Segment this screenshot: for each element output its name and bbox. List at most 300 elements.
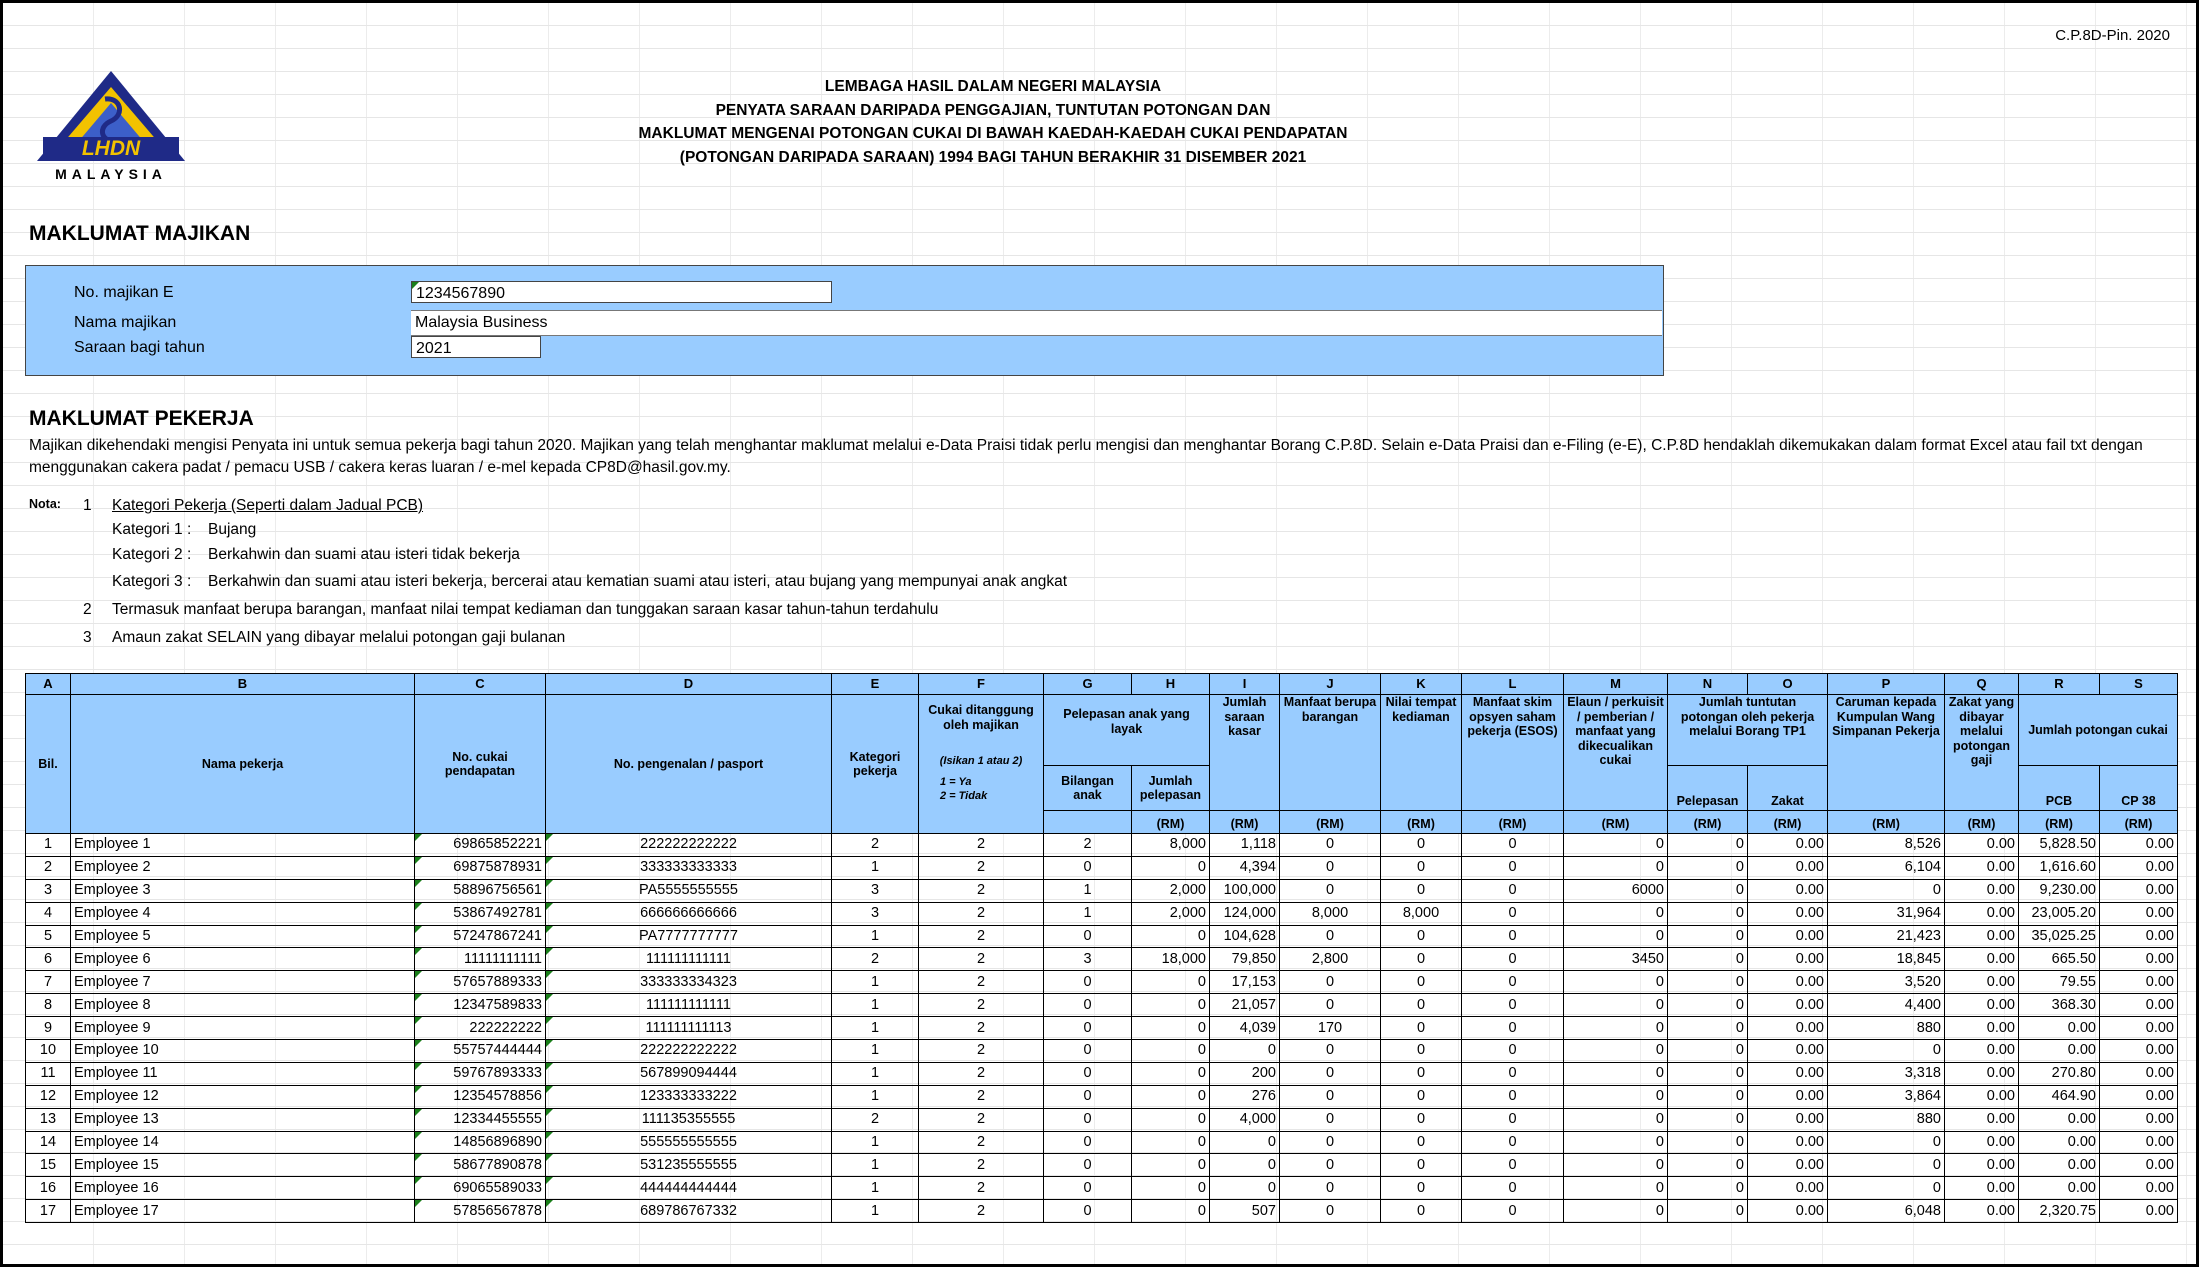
cell-saraan-kasar[interactable]: 21,057	[1210, 994, 1280, 1017]
cell-bilangan-anak[interactable]: 2	[1044, 834, 1132, 857]
cell-zakat-gaji[interactable]: 0.00	[1945, 879, 2019, 902]
cell-pcb[interactable]: 0.00	[2019, 1154, 2100, 1177]
cell-elaun[interactable]: 0	[1564, 1062, 1668, 1085]
cell-pcb[interactable]: 1,616.60	[2019, 856, 2100, 879]
cell-cp38[interactable]: 0.00	[2100, 1017, 2178, 1040]
cell-elaun[interactable]: 0	[1564, 1200, 1668, 1223]
cell-jumlah-pelepasan[interactable]: 0	[1132, 1154, 1210, 1177]
cell-elaun[interactable]: 0	[1564, 834, 1668, 857]
cell-tp1-zakat[interactable]: 0.00	[1748, 1062, 1828, 1085]
cell-nilai-kediaman[interactable]: 0	[1381, 971, 1462, 994]
employer-name-field[interactable]: Malaysia Business	[415, 314, 548, 331]
cell-tp1-zakat[interactable]: 0.00	[1748, 1108, 1828, 1131]
cell-bilangan-anak[interactable]: 0	[1044, 856, 1132, 879]
cell-tp1-pelepasan[interactable]: 0	[1668, 1017, 1748, 1040]
cell-esos[interactable]: 0	[1462, 948, 1564, 971]
cell-no-pengenalan[interactable]: 111135355555	[546, 1108, 832, 1131]
cell-no-pengenalan[interactable]: PA7777777777	[546, 925, 832, 948]
cell-cp38[interactable]: 0.00	[2100, 879, 2178, 902]
cell-cukai-ditanggung[interactable]: 2	[919, 971, 1044, 994]
cell-cukai-ditanggung[interactable]: 2	[919, 1131, 1044, 1154]
cell-nama[interactable]: Employee 17	[71, 1200, 415, 1223]
cell-tp1-pelepasan[interactable]: 0	[1668, 971, 1748, 994]
cell-esos[interactable]: 0	[1462, 879, 1564, 902]
cell-manfaat-barangan[interactable]: 0	[1280, 971, 1381, 994]
cell-no-cukai[interactable]: 57657889333	[415, 971, 546, 994]
cell-tp1-zakat[interactable]: 0.00	[1748, 1040, 1828, 1063]
cell-cukai-ditanggung[interactable]: 2	[919, 994, 1044, 1017]
cell-kategori[interactable]: 1	[832, 994, 919, 1017]
cell-manfaat-barangan[interactable]: 0	[1280, 1177, 1381, 1200]
cell-pcb[interactable]: 23,005.20	[2019, 902, 2100, 925]
cell-cp38[interactable]: 0.00	[2100, 1085, 2178, 1108]
cell-manfaat-barangan[interactable]: 0	[1280, 1108, 1381, 1131]
cell-kwsp[interactable]: 0	[1828, 1177, 1945, 1200]
cell-nama[interactable]: Employee 16	[71, 1177, 415, 1200]
cell-jumlah-pelepasan[interactable]: 0	[1132, 1108, 1210, 1131]
cell-jumlah-pelepasan[interactable]: 18,000	[1132, 948, 1210, 971]
cell-kwsp[interactable]: 0	[1828, 879, 1945, 902]
cell-bilangan-anak[interactable]: 0	[1044, 1085, 1132, 1108]
cell-jumlah-pelepasan[interactable]: 0	[1132, 971, 1210, 994]
cell-kategori[interactable]: 1	[832, 1177, 919, 1200]
cell-nilai-kediaman[interactable]: 0	[1381, 1131, 1462, 1154]
cell-bilangan-anak[interactable]: 0	[1044, 971, 1132, 994]
cell-cp38[interactable]: 0.00	[2100, 1040, 2178, 1063]
cell-cukai-ditanggung[interactable]: 2	[919, 1200, 1044, 1223]
cell-kategori[interactable]: 1	[832, 1131, 919, 1154]
cell-saraan-kasar[interactable]: 4,000	[1210, 1108, 1280, 1131]
cell-jumlah-pelepasan[interactable]: 0	[1132, 1131, 1210, 1154]
cell-bilangan-anak[interactable]: 3	[1044, 948, 1132, 971]
cell-pcb[interactable]: 665.50	[2019, 948, 2100, 971]
cell-jumlah-pelepasan[interactable]: 0	[1132, 1017, 1210, 1040]
cell-kwsp[interactable]: 0	[1828, 1154, 1945, 1177]
cell-zakat-gaji[interactable]: 0.00	[1945, 994, 2019, 1017]
cell-nilai-kediaman[interactable]: 0	[1381, 879, 1462, 902]
cell-no-pengenalan[interactable]: 333333333333	[546, 856, 832, 879]
cell-jumlah-pelepasan[interactable]: 8,000	[1132, 834, 1210, 857]
cell-bilangan-anak[interactable]: 1	[1044, 902, 1132, 925]
cell-no-cukai[interactable]: 69865852221	[415, 834, 546, 857]
cell-no-cukai[interactable]: 58896756561	[415, 879, 546, 902]
cell-tp1-pelepasan[interactable]: 0	[1668, 834, 1748, 857]
cell-kategori[interactable]: 2	[832, 948, 919, 971]
cell-saraan-kasar[interactable]: 17,153	[1210, 971, 1280, 994]
cell-esos[interactable]: 0	[1462, 1017, 1564, 1040]
cell-cukai-ditanggung[interactable]: 2	[919, 902, 1044, 925]
cell-no-pengenalan[interactable]: 123333333222	[546, 1085, 832, 1108]
cell-tp1-zakat[interactable]: 0.00	[1748, 1200, 1828, 1223]
cell-tp1-zakat[interactable]: 0.00	[1748, 856, 1828, 879]
cell-no-pengenalan[interactable]: 666666666666	[546, 902, 832, 925]
cell-tp1-pelepasan[interactable]: 0	[1668, 1108, 1748, 1131]
cell-kategori[interactable]: 1	[832, 1085, 919, 1108]
cell-esos[interactable]: 0	[1462, 902, 1564, 925]
cell-elaun[interactable]: 0	[1564, 902, 1668, 925]
cell-manfaat-barangan[interactable]: 170	[1280, 1017, 1381, 1040]
cell-cukai-ditanggung[interactable]: 2	[919, 925, 1044, 948]
cell-saraan-kasar[interactable]: 200	[1210, 1062, 1280, 1085]
cell-cp38[interactable]: 0.00	[2100, 1062, 2178, 1085]
cell-esos[interactable]: 0	[1462, 1177, 1564, 1200]
cell-saraan-kasar[interactable]: 0	[1210, 1177, 1280, 1200]
cell-bilangan-anak[interactable]: 0	[1044, 1131, 1132, 1154]
cell-kwsp[interactable]: 6,048	[1828, 1200, 1945, 1223]
cell-no-pengenalan[interactable]: 111111111113	[546, 1017, 832, 1040]
cell-kategori[interactable]: 2	[832, 1108, 919, 1131]
cell-tp1-zakat[interactable]: 0.00	[1748, 1154, 1828, 1177]
cell-manfaat-barangan[interactable]: 0	[1280, 925, 1381, 948]
cell-tp1-pelepasan[interactable]: 0	[1668, 994, 1748, 1017]
cell-saraan-kasar[interactable]: 0	[1210, 1040, 1280, 1063]
cell-nilai-kediaman[interactable]: 0	[1381, 1154, 1462, 1177]
cell-bilangan-anak[interactable]: 0	[1044, 994, 1132, 1017]
cell-elaun[interactable]: 0	[1564, 1108, 1668, 1131]
cell-zakat-gaji[interactable]: 0.00	[1945, 902, 2019, 925]
cell-bilangan-anak[interactable]: 0	[1044, 1177, 1132, 1200]
cell-jumlah-pelepasan[interactable]: 0	[1132, 925, 1210, 948]
cell-cukai-ditanggung[interactable]: 2	[919, 1085, 1044, 1108]
cell-zakat-gaji[interactable]: 0.00	[1945, 834, 2019, 857]
cell-kwsp[interactable]: 21,423	[1828, 925, 1945, 948]
cell-tp1-pelepasan[interactable]: 0	[1668, 1062, 1748, 1085]
cell-no-cukai[interactable]: 53867492781	[415, 902, 546, 925]
cell-tp1-pelepasan[interactable]: 0	[1668, 1200, 1748, 1223]
employer-no-field[interactable]: 1234567890	[411, 281, 832, 303]
cell-cp38[interactable]: 0.00	[2100, 948, 2178, 971]
cell-no-pengenalan[interactable]: 111111111111	[546, 948, 832, 971]
cell-no-pengenalan[interactable]: 111111111111	[546, 994, 832, 1017]
cell-no-cukai[interactable]: 11111111111	[415, 948, 546, 971]
cell-no-cukai[interactable]: 222222222	[415, 1017, 546, 1040]
cell-nilai-kediaman[interactable]: 8,000	[1381, 902, 1462, 925]
cell-no-pengenalan[interactable]: 444444444444	[546, 1177, 832, 1200]
cell-jumlah-pelepasan[interactable]: 0	[1132, 994, 1210, 1017]
cell-cp38[interactable]: 0.00	[2100, 994, 2178, 1017]
cell-esos[interactable]: 0	[1462, 856, 1564, 879]
cell-tp1-pelepasan[interactable]: 0	[1668, 1154, 1748, 1177]
cell-cp38[interactable]: 0.00	[2100, 1200, 2178, 1223]
cell-kwsp[interactable]: 880	[1828, 1108, 1945, 1131]
cell-cukai-ditanggung[interactable]: 2	[919, 1062, 1044, 1085]
cell-kwsp[interactable]: 0	[1828, 1131, 1945, 1154]
cell-zakat-gaji[interactable]: 0.00	[1945, 1062, 2019, 1085]
cell-saraan-kasar[interactable]: 100,000	[1210, 879, 1280, 902]
cell-tp1-pelepasan[interactable]: 0	[1668, 1085, 1748, 1108]
cell-no-cukai[interactable]: 12334455555	[415, 1108, 546, 1131]
cell-saraan-kasar[interactable]: 79,850	[1210, 948, 1280, 971]
cell-pcb[interactable]: 0.00	[2019, 1108, 2100, 1131]
cell-zakat-gaji[interactable]: 0.00	[1945, 1154, 2019, 1177]
cell-tp1-pelepasan[interactable]: 0	[1668, 925, 1748, 948]
cell-kwsp[interactable]: 6,104	[1828, 856, 1945, 879]
cell-cp38[interactable]: 0.00	[2100, 1154, 2178, 1177]
cell-cp38[interactable]: 0.00	[2100, 925, 2178, 948]
cell-kategori[interactable]: 3	[832, 902, 919, 925]
cell-nilai-kediaman[interactable]: 0	[1381, 925, 1462, 948]
cell-kwsp[interactable]: 4,400	[1828, 994, 1945, 1017]
cell-no-cukai[interactable]: 57856567878	[415, 1200, 546, 1223]
cell-no-cukai[interactable]: 69065589033	[415, 1177, 546, 1200]
cell-tp1-zakat[interactable]: 0.00	[1748, 879, 1828, 902]
cell-saraan-kasar[interactable]: 104,628	[1210, 925, 1280, 948]
cell-pcb[interactable]: 9,230.00	[2019, 879, 2100, 902]
cell-nilai-kediaman[interactable]: 0	[1381, 1040, 1462, 1063]
cell-kategori[interactable]: 1	[832, 1017, 919, 1040]
cell-no-pengenalan[interactable]: 333333334323	[546, 971, 832, 994]
cell-esos[interactable]: 0	[1462, 1131, 1564, 1154]
cell-saraan-kasar[interactable]: 0	[1210, 1131, 1280, 1154]
cell-manfaat-barangan[interactable]: 0	[1280, 834, 1381, 857]
cell-elaun[interactable]: 0	[1564, 856, 1668, 879]
cell-manfaat-barangan[interactable]: 0	[1280, 1085, 1381, 1108]
cell-jumlah-pelepasan[interactable]: 0	[1132, 1177, 1210, 1200]
cell-no-pengenalan[interactable]: 222222222222	[546, 834, 832, 857]
cell-bilangan-anak[interactable]: 0	[1044, 1040, 1132, 1063]
cell-kategori[interactable]: 3	[832, 879, 919, 902]
cell-tp1-pelepasan[interactable]: 0	[1668, 856, 1748, 879]
cell-manfaat-barangan[interactable]: 8,000	[1280, 902, 1381, 925]
cell-zakat-gaji[interactable]: 0.00	[1945, 1200, 2019, 1223]
cell-manfaat-barangan[interactable]: 0	[1280, 1040, 1381, 1063]
cell-elaun[interactable]: 0	[1564, 1154, 1668, 1177]
cell-kategori[interactable]: 1	[832, 925, 919, 948]
cell-tp1-zakat[interactable]: 0.00	[1748, 971, 1828, 994]
cell-zakat-gaji[interactable]: 0.00	[1945, 971, 2019, 994]
cell-cukai-ditanggung[interactable]: 2	[919, 1177, 1044, 1200]
cell-kwsp[interactable]: 8,526	[1828, 834, 1945, 857]
cell-esos[interactable]: 0	[1462, 834, 1564, 857]
cell-jumlah-pelepasan[interactable]: 0	[1132, 1085, 1210, 1108]
cell-nilai-kediaman[interactable]: 0	[1381, 834, 1462, 857]
cell-pcb[interactable]: 0.00	[2019, 1131, 2100, 1154]
cell-no-cukai[interactable]: 57247867241	[415, 925, 546, 948]
cell-kategori[interactable]: 1	[832, 1154, 919, 1177]
cell-jumlah-pelepasan[interactable]: 0	[1132, 856, 1210, 879]
cell-pcb[interactable]: 2,320.75	[2019, 1200, 2100, 1223]
cell-nama[interactable]: Employee 5	[71, 925, 415, 948]
cell-kategori[interactable]: 1	[832, 856, 919, 879]
cell-kategori[interactable]: 1	[832, 1062, 919, 1085]
cell-elaun[interactable]: 0	[1564, 1085, 1668, 1108]
cell-no-pengenalan[interactable]: PA5555555555	[546, 879, 832, 902]
cell-elaun[interactable]: 0	[1564, 971, 1668, 994]
cell-elaun[interactable]: 0	[1564, 1177, 1668, 1200]
cell-jumlah-pelepasan[interactable]: 0	[1132, 1200, 1210, 1223]
cell-nama[interactable]: Employee 1	[71, 834, 415, 857]
cell-manfaat-barangan[interactable]: 2,800	[1280, 948, 1381, 971]
cell-kwsp[interactable]: 31,964	[1828, 902, 1945, 925]
cell-tp1-zakat[interactable]: 0.00	[1748, 1131, 1828, 1154]
cell-nama[interactable]: Employee 14	[71, 1131, 415, 1154]
cell-tp1-zakat[interactable]: 0.00	[1748, 994, 1828, 1017]
cell-tp1-zakat[interactable]: 0.00	[1748, 925, 1828, 948]
cell-cukai-ditanggung[interactable]: 2	[919, 1154, 1044, 1177]
cell-saraan-kasar[interactable]: 276	[1210, 1085, 1280, 1108]
cell-kwsp[interactable]: 0	[1828, 1040, 1945, 1063]
cell-no-pengenalan[interactable]: 689786767332	[546, 1200, 832, 1223]
cell-jumlah-pelepasan[interactable]: 0	[1132, 1062, 1210, 1085]
cell-nama[interactable]: Employee 9	[71, 1017, 415, 1040]
cell-manfaat-barangan[interactable]: 0	[1280, 879, 1381, 902]
cell-no-pengenalan[interactable]: 555555555555	[546, 1131, 832, 1154]
cell-saraan-kasar[interactable]: 507	[1210, 1200, 1280, 1223]
cell-manfaat-barangan[interactable]: 0	[1280, 1062, 1381, 1085]
cell-zakat-gaji[interactable]: 0.00	[1945, 1131, 2019, 1154]
cell-nama[interactable]: Employee 15	[71, 1154, 415, 1177]
cell-kwsp[interactable]: 3,520	[1828, 971, 1945, 994]
cell-nama[interactable]: Employee 4	[71, 902, 415, 925]
cell-cukai-ditanggung[interactable]: 2	[919, 879, 1044, 902]
cell-nilai-kediaman[interactable]: 0	[1381, 1017, 1462, 1040]
cell-nilai-kediaman[interactable]: 0	[1381, 1108, 1462, 1131]
cell-tp1-pelepasan[interactable]: 0	[1668, 948, 1748, 971]
cell-nilai-kediaman[interactable]: 0	[1381, 1085, 1462, 1108]
cell-kwsp[interactable]: 18,845	[1828, 948, 1945, 971]
cell-manfaat-barangan[interactable]: 0	[1280, 1200, 1381, 1223]
cell-zakat-gaji[interactable]: 0.00	[1945, 1085, 2019, 1108]
cell-no-cukai[interactable]: 12347589833	[415, 994, 546, 1017]
cell-tp1-zakat[interactable]: 0.00	[1748, 1177, 1828, 1200]
cell-no-cukai[interactable]: 59767893333	[415, 1062, 546, 1085]
cell-cukai-ditanggung[interactable]: 2	[919, 1040, 1044, 1063]
cell-saraan-kasar[interactable]: 0	[1210, 1154, 1280, 1177]
cell-nama[interactable]: Employee 7	[71, 971, 415, 994]
cell-nilai-kediaman[interactable]: 0	[1381, 948, 1462, 971]
cell-cp38[interactable]: 0.00	[2100, 1131, 2178, 1154]
cell-tp1-zakat[interactable]: 0.00	[1748, 902, 1828, 925]
cell-elaun[interactable]: 0	[1564, 1131, 1668, 1154]
cell-no-pengenalan[interactable]: 222222222222	[546, 1040, 832, 1063]
cell-cukai-ditanggung[interactable]: 2	[919, 1017, 1044, 1040]
cell-zakat-gaji[interactable]: 0.00	[1945, 856, 2019, 879]
cell-nilai-kediaman[interactable]: 0	[1381, 856, 1462, 879]
cell-no-cukai[interactable]: 12354578856	[415, 1085, 546, 1108]
cell-bilangan-anak[interactable]: 0	[1044, 1062, 1132, 1085]
cell-nama[interactable]: Employee 13	[71, 1108, 415, 1131]
cell-zakat-gaji[interactable]: 0.00	[1945, 1040, 2019, 1063]
cell-tp1-pelepasan[interactable]: 0	[1668, 879, 1748, 902]
cell-nama[interactable]: Employee 8	[71, 994, 415, 1017]
cell-manfaat-barangan[interactable]: 0	[1280, 994, 1381, 1017]
cell-nama[interactable]: Employee 10	[71, 1040, 415, 1063]
cell-kategori[interactable]: 2	[832, 834, 919, 857]
cell-jumlah-pelepasan[interactable]: 0	[1132, 1040, 1210, 1063]
cell-tp1-zakat[interactable]: 0.00	[1748, 1017, 1828, 1040]
cell-saraan-kasar[interactable]: 1,118	[1210, 834, 1280, 857]
cell-esos[interactable]: 0	[1462, 971, 1564, 994]
cell-nilai-kediaman[interactable]: 0	[1381, 1200, 1462, 1223]
cell-esos[interactable]: 0	[1462, 1085, 1564, 1108]
cell-cp38[interactable]: 0.00	[2100, 971, 2178, 994]
cell-cp38[interactable]: 0.00	[2100, 1108, 2178, 1131]
cell-kategori[interactable]: 1	[832, 1200, 919, 1223]
cell-esos[interactable]: 0	[1462, 925, 1564, 948]
cell-no-cukai[interactable]: 55757444444	[415, 1040, 546, 1063]
cell-kwsp[interactable]: 3,318	[1828, 1062, 1945, 1085]
cell-zakat-gaji[interactable]: 0.00	[1945, 1177, 2019, 1200]
cell-pcb[interactable]: 79.55	[2019, 971, 2100, 994]
cell-pcb[interactable]: 464.90	[2019, 1085, 2100, 1108]
cell-no-pengenalan[interactable]: 567899094444	[546, 1062, 832, 1085]
cell-cukai-ditanggung[interactable]: 2	[919, 1108, 1044, 1131]
cell-bilangan-anak[interactable]: 0	[1044, 1154, 1132, 1177]
cell-pcb[interactable]: 5,828.50	[2019, 834, 2100, 857]
cell-jumlah-pelepasan[interactable]: 2,000	[1132, 902, 1210, 925]
cell-elaun[interactable]: 6000	[1564, 879, 1668, 902]
cell-nilai-kediaman[interactable]: 0	[1381, 994, 1462, 1017]
cell-cukai-ditanggung[interactable]: 2	[919, 856, 1044, 879]
cell-kwsp[interactable]: 880	[1828, 1017, 1945, 1040]
cell-tp1-pelepasan[interactable]: 0	[1668, 1040, 1748, 1063]
cell-zakat-gaji[interactable]: 0.00	[1945, 948, 2019, 971]
cell-bilangan-anak[interactable]: 0	[1044, 1108, 1132, 1131]
cell-nama[interactable]: Employee 11	[71, 1062, 415, 1085]
cell-bilangan-anak[interactable]: 1	[1044, 879, 1132, 902]
cell-cp38[interactable]: 0.00	[2100, 834, 2178, 857]
cell-zakat-gaji[interactable]: 0.00	[1945, 1108, 2019, 1131]
cell-kategori[interactable]: 1	[832, 971, 919, 994]
cell-kwsp[interactable]: 3,864	[1828, 1085, 1945, 1108]
cell-cp38[interactable]: 0.00	[2100, 1177, 2178, 1200]
cell-pcb[interactable]: 0.00	[2019, 1017, 2100, 1040]
cell-elaun[interactable]: 0	[1564, 1017, 1668, 1040]
cell-tp1-pelepasan[interactable]: 0	[1668, 902, 1748, 925]
cell-bilangan-anak[interactable]: 0	[1044, 1200, 1132, 1223]
cell-zakat-gaji[interactable]: 0.00	[1945, 925, 2019, 948]
cell-elaun[interactable]: 0	[1564, 925, 1668, 948]
cell-elaun[interactable]: 0	[1564, 994, 1668, 1017]
cell-cukai-ditanggung[interactable]: 2	[919, 948, 1044, 971]
cell-jumlah-pelepasan[interactable]: 2,000	[1132, 879, 1210, 902]
cell-nilai-kediaman[interactable]: 0	[1381, 1177, 1462, 1200]
cell-tp1-zakat[interactable]: 0.00	[1748, 948, 1828, 971]
cell-esos[interactable]: 0	[1462, 1040, 1564, 1063]
cell-esos[interactable]: 0	[1462, 1200, 1564, 1223]
cell-tp1-zakat[interactable]: 0.00	[1748, 834, 1828, 857]
cell-pcb[interactable]: 35,025.25	[2019, 925, 2100, 948]
cell-saraan-kasar[interactable]: 124,000	[1210, 902, 1280, 925]
cell-cukai-ditanggung[interactable]: 2	[919, 834, 1044, 857]
cell-elaun[interactable]: 0	[1564, 1040, 1668, 1063]
cell-nilai-kediaman[interactable]: 0	[1381, 1062, 1462, 1085]
cell-pcb[interactable]: 368.30	[2019, 994, 2100, 1017]
cell-tp1-pelepasan[interactable]: 0	[1668, 1131, 1748, 1154]
cell-bilangan-anak[interactable]: 0	[1044, 1017, 1132, 1040]
cell-tp1-zakat[interactable]: 0.00	[1748, 1085, 1828, 1108]
cell-manfaat-barangan[interactable]: 0	[1280, 1131, 1381, 1154]
cell-cp38[interactable]: 0.00	[2100, 856, 2178, 879]
cell-esos[interactable]: 0	[1462, 994, 1564, 1017]
cell-zakat-gaji[interactable]: 0.00	[1945, 1017, 2019, 1040]
cell-no-cukai[interactable]: 69875878931	[415, 856, 546, 879]
cell-pcb[interactable]: 270.80	[2019, 1062, 2100, 1085]
cell-nama[interactable]: Employee 3	[71, 879, 415, 902]
cell-pcb[interactable]: 0.00	[2019, 1040, 2100, 1063]
cell-no-pengenalan[interactable]: 531235555555	[546, 1154, 832, 1177]
cell-saraan-kasar[interactable]: 4,394	[1210, 856, 1280, 879]
cell-cp38[interactable]: 0.00	[2100, 902, 2178, 925]
cell-esos[interactable]: 0	[1462, 1108, 1564, 1131]
cell-saraan-kasar[interactable]: 4,039	[1210, 1017, 1280, 1040]
cell-manfaat-barangan[interactable]: 0	[1280, 1154, 1381, 1177]
cell-manfaat-barangan[interactable]: 0	[1280, 856, 1381, 879]
cell-nama[interactable]: Employee 12	[71, 1085, 415, 1108]
cell-nama[interactable]: Employee 2	[71, 856, 415, 879]
cell-no-cukai[interactable]: 14856896890	[415, 1131, 546, 1154]
cell-no-cukai[interactable]: 58677890878	[415, 1154, 546, 1177]
